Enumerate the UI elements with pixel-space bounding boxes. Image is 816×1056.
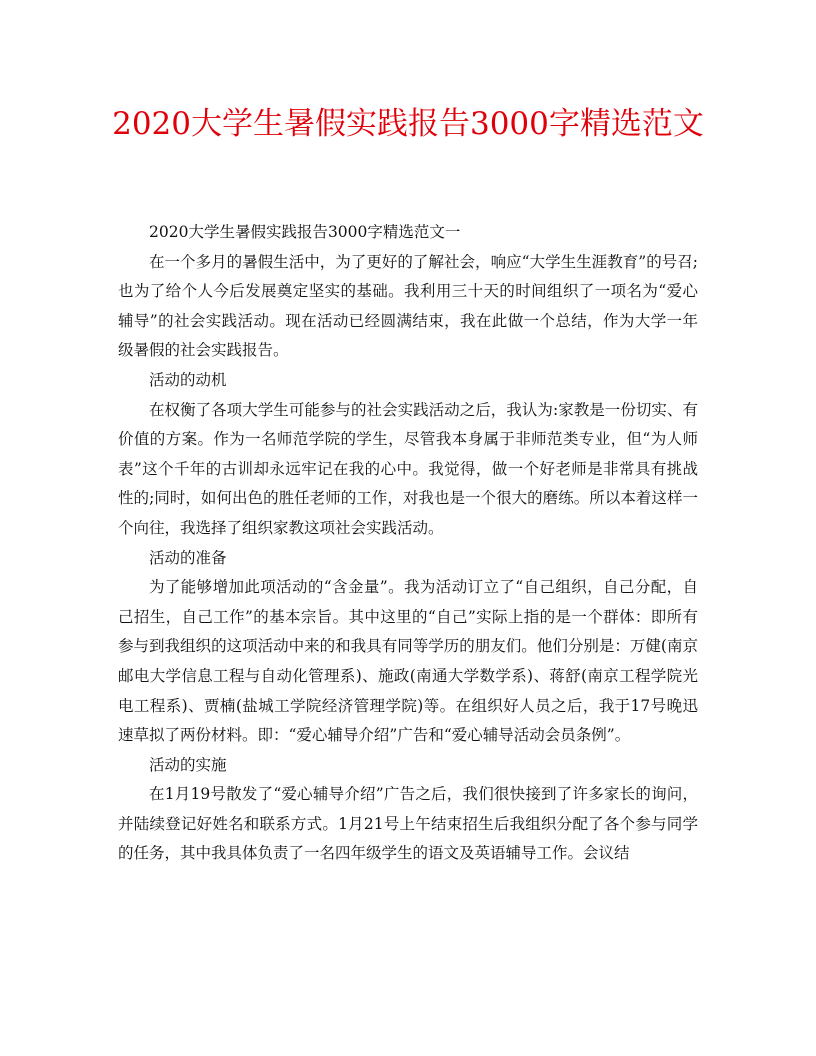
section-heading-motivation: 活动的动机 (149, 370, 227, 389)
preparation-paragraph: 为了能够增加此项活动的“含金量”。我为活动订立了“自己组织，自己分配，自己招生，自己工作”的基本宗旨。其中这里的“自己”实际上指的是一个群体：即所有参与到我组织的这项活动中来的和我具有同等学历的朋友们。他们分别是：万健(南京邮电大学信息工程与自动化管理系)、施政(南通大学数学系)、蒋舒(南京工程学院光电工程系)、贾楠(盐城工学院经济管理学院)等。在组织好人员之后，我于17号晚迅速草拟了两份材料。即：“爱心辅导介绍”广告和“爱心辅导活动会员条例”。 (118, 578, 698, 745)
section-heading-implementation: 活动的实施 (149, 755, 227, 774)
document-title: 2020大学生暑假实践报告3000字精选范文 (112, 106, 704, 142)
document-body (118, 218, 698, 869)
implementation-paragraph: 在1月19号散发了“爱心辅导介绍”广告之后，我们很快接到了许多家长的询问，并陆续登记好姓名和联系方式。1月21号上午结束招生后我组织分配了各个参与同学的任务，其中我具体负责了一名四年级学生的语文及英语辅导工作。会议结 (118, 785, 698, 863)
section-heading-preparation: 活动的准备 (149, 548, 227, 567)
subtitle-paragraph: 2020大学生暑假实践报告3000字精选范文一 (149, 223, 461, 241)
intro-paragraph: 在一个多月的暑假生活中，为了更好的了解社会，响应“大学生生涯教育”的号召;也为了给个人今后发展奠定坚实的基础。我利用三十天的时间组织了一项名为“爱心辅导”的社会实践活动。现在活动已经圆满结束，我在此做一个总结，作为大学一年级暑假的社会实践报告。 (118, 252, 698, 360)
motivation-paragraph: 在权衡了各项大学生可能参与的社会实践活动之后，我认为:家教是一份切实、有价值的方案。作为一名师范学院的学生，尽管我本身属于非师范类专业，但“为人师表”这个千年的古训却永远牢记在我的心中。我觉得，做一个好老师是非常具有挑战性的;同时，如何出色的胜任老师的工作，对我也是一个很大的磨练。所以本着这样一个向往，我选择了组织家教这项社会实践活动。 (118, 400, 698, 537)
